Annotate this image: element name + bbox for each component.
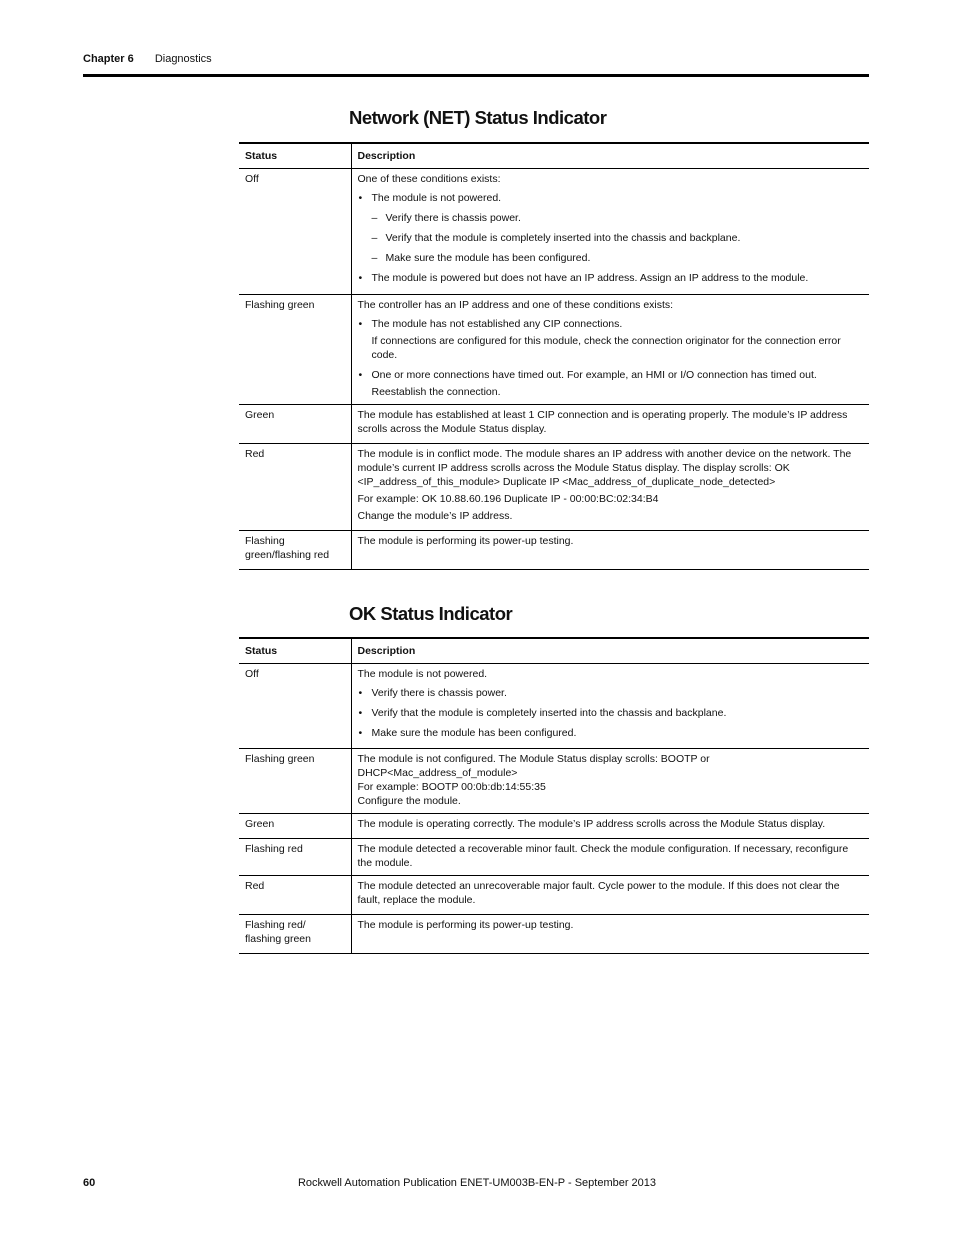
status-cell: Green <box>239 814 351 839</box>
bullet-list <box>358 317 864 399</box>
table-row <box>239 664 869 749</box>
list-item: – Make sure the module has been configured. <box>372 251 864 265</box>
status-cell: Flashing red/ flashing green <box>239 915 351 954</box>
description-paragraph: The module is in conflict mode. The module shares an IP address with another device on the network. The module’s current IP address scrolls across the Module Status display. The display scrolls: OK <IP_address_of_this_module> Duplicate IP <Mac_address_of_duplicate_node_detected> <box>357 448 852 488</box>
list-item: • The module has not established any CIP connections. If connections are configured for this module, check the connection originator for the connection error code. <box>358 317 864 362</box>
description-cell: The module detected an unrecoverable major fault. Cycle power to the module. If this does not clear the fault, replace the module. <box>351 876 869 915</box>
table-row <box>239 531 869 570</box>
page-number: 60 <box>83 1177 96 1189</box>
list-item: • Verify that the module is completely inserted into the chassis and backplane. <box>358 706 864 720</box>
description-cell <box>351 295 869 405</box>
description-cell: The module is performing its power-up testing. <box>351 531 869 570</box>
net-status-table <box>239 142 869 570</box>
description-cell: The module is operating correctly. The module’s IP address scrolls across the Module Status display. <box>351 814 869 839</box>
list-item: • The module is powered but does not have an IP address. Assign an IP address to the module. <box>358 271 864 285</box>
list-item: • One or more connections have timed out. For example, an HMI or I/O connection has timed out. Reestablish the connection. <box>358 368 864 399</box>
net-status-title: Network (NET) Status Indicator <box>349 107 607 128</box>
status-cell: Red <box>239 876 351 915</box>
description-cell <box>351 664 869 749</box>
ok-status-title: OK Status Indicator <box>349 603 513 624</box>
dash-list <box>372 211 864 265</box>
list-item: • Make sure the module has been configured. <box>358 726 864 740</box>
status-cell: Flashing green/flashing red <box>239 531 351 570</box>
list-item-continuation: Reestablish the connection. <box>371 386 501 398</box>
description-intro: One of these conditions exists: <box>357 173 501 185</box>
description-line: Configure the module. <box>357 795 461 807</box>
section-label: Diagnostics <box>154 53 212 65</box>
description-cell <box>351 444 869 531</box>
description-cell: The module has established at least 1 CIP connection and is operating properly. The module’s IP address scrolls across the Module Status display. <box>351 405 869 444</box>
column-header-description: Description <box>351 143 869 169</box>
status-cell: Flashing green <box>239 295 351 405</box>
description-intro: The controller has an IP address and one of these conditions exists: <box>357 299 674 311</box>
list-item: • The module is not powered. – Verify there is chassis power. – Verify that the module is completely inserted into the chassis and backplane. – Make sure the module has been configured. <box>358 191 864 265</box>
header-rule <box>83 74 869 77</box>
bullet-list <box>358 191 864 285</box>
description-cell: The module detected a recoverable minor fault. Check the module configuration. If necessary, reconfigure the module. <box>351 839 869 876</box>
chapter-label: Chapter 6 <box>83 53 134 65</box>
table-header-row <box>239 143 869 169</box>
status-cell: Red <box>239 444 351 531</box>
description-line: The module is not configured. The Module Status display scrolls: BOOTP or DHCP<Mac_address_of_module> <box>357 753 710 779</box>
table-row <box>239 749 869 814</box>
description-cell <box>351 749 869 814</box>
description-paragraph: Change the module’s IP address. <box>357 510 513 522</box>
description-paragraph: For example: OK 10.88.60.196 Duplicate IP - 00:00:BC:02:34:B4 <box>357 493 659 505</box>
list-item-continuation: If connections are configured for this module, check the connection originator for the connection error code. <box>371 335 841 361</box>
table-row <box>239 295 869 405</box>
status-cell: Flashing red <box>239 839 351 876</box>
status-cell: Flashing green <box>239 749 351 814</box>
description-line: For example: BOOTP 00:0b:db:14:55:35 <box>357 781 546 793</box>
table-row <box>239 444 869 531</box>
ok-status-table <box>239 637 869 954</box>
column-header-status: Status <box>239 143 351 169</box>
column-header-status: Status <box>239 638 351 664</box>
list-item: – Verify there is chassis power. <box>372 211 864 225</box>
table-row <box>239 876 869 915</box>
status-cell: Green <box>239 405 351 444</box>
table-row <box>239 814 869 839</box>
table-row <box>239 405 869 444</box>
description-intro: The module is not powered. <box>357 668 488 680</box>
column-header-description: Description <box>351 638 869 664</box>
status-cell: Off <box>239 664 351 749</box>
publication-footer: Rockwell Automation Publication ENET-UM003B-EN-P - September 2013 <box>297 1177 657 1189</box>
page-header <box>83 53 212 65</box>
table-header-row <box>239 638 869 664</box>
bullet-list <box>358 686 864 740</box>
list-item: – Verify that the module is completely inserted into the chassis and backplane. <box>372 231 864 245</box>
table-row <box>239 169 869 295</box>
table-row <box>239 839 869 876</box>
list-item: • Verify there is chassis power. <box>358 686 864 700</box>
table-row <box>239 915 869 954</box>
description-cell <box>351 169 869 295</box>
status-cell: Off <box>239 169 351 295</box>
description-cell: The module is performing its power-up testing. <box>351 915 869 954</box>
